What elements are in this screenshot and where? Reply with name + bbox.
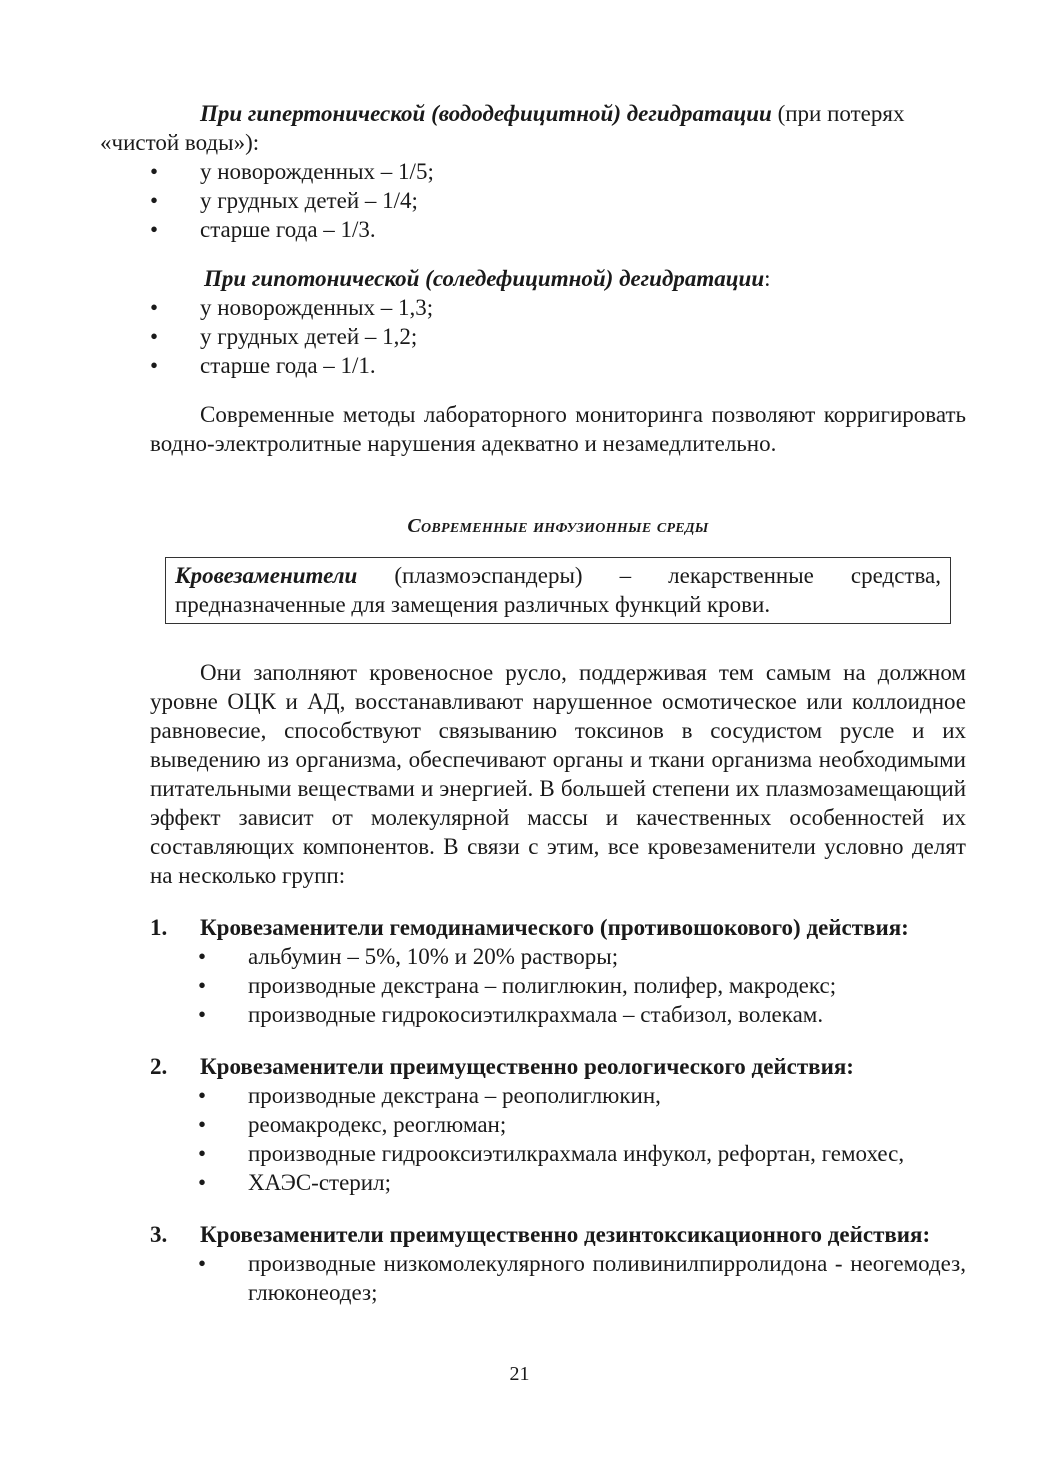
definition-term: Кровезаменители xyxy=(175,563,358,588)
definition-box xyxy=(165,557,951,624)
bullet-icon: • xyxy=(198,973,207,998)
list-item: • у грудных детей – 1,2; xyxy=(150,324,418,349)
group-number: 1. xyxy=(150,915,168,940)
section-hypotonic-rest: : xyxy=(764,266,771,291)
definition-text: (плазмоэспандеры) – лекарственные средства, предназначенные для замещения различных функций крови. xyxy=(175,563,941,617)
bullet-icon: • xyxy=(198,1112,207,1137)
group-heading xyxy=(150,913,966,942)
list-item: • производные гидрокосиэтилкрахмала – стабизол, волекам. xyxy=(198,1002,824,1027)
group-number: 3. xyxy=(150,1222,168,1247)
bullet-icon: • xyxy=(150,353,159,378)
list-item: • производные низкомолекулярного поливинилпирролидона - неогемодез, глюконеодез; xyxy=(198,1251,966,1305)
group-heading xyxy=(150,1220,966,1249)
list-item: • у новорожденных – 1,3; xyxy=(150,295,434,320)
section-hypertonic-intro xyxy=(100,99,966,157)
bullet-icon: • xyxy=(198,944,207,969)
list-item: • производные гидрооксиэтилкрахмала инфукол, рефортан, гемохес, xyxy=(198,1141,905,1166)
group-title: Кровезаменители преимущественно дезинтоксикационного действия: xyxy=(200,1222,931,1247)
group-2 xyxy=(150,1052,966,1197)
section-hypotonic-intro xyxy=(150,264,966,293)
section-hypertonic-title: При гипертонической (вододефицитной) дегидратации xyxy=(200,101,772,126)
group-list xyxy=(150,1081,966,1197)
list-item: • старше года – 1/3. xyxy=(150,217,376,242)
list-item: • производные декстрана – полиглюкин, полифер, макродекс; xyxy=(198,973,837,998)
bullet-icon: • xyxy=(150,159,159,184)
bullet-icon: • xyxy=(150,217,159,242)
list-item: • у новорожденных – 1/5; xyxy=(150,159,434,184)
list-item: • альбумин – 5%, 10% и 20% растворы; xyxy=(198,944,619,969)
list-item: • у грудных детей – 1/4; xyxy=(150,188,418,213)
bullet-icon: • xyxy=(198,1002,207,1027)
paragraph-groups: Они заполняют кровеносное русло, поддерживая тем самым на должном уровне ОЦК и АД, восстанавливают нарушенное осмотическое или коллоидное равновесие, способствуют связыванию токсинов в сосудистом русле и их выведению из организма, обеспечивают органы и ткани организма необходимыми питательными веществами и энергией. В большей степени их плазмозамещающий эффект зависит от молекулярной массы и качественных особенностей их составляющих компонентов. В связи с этим, все кровезаменители условно делят на несколько групп: xyxy=(150,660,966,888)
group-number: 2. xyxy=(150,1054,168,1079)
bullet-icon: • xyxy=(198,1251,207,1276)
page-content xyxy=(100,99,966,1307)
group-list xyxy=(150,942,966,1029)
list-item: • старше года – 1/1. xyxy=(150,353,376,378)
group-title: Кровезаменители гемодинамического (противошокового) действия: xyxy=(200,915,909,940)
bullet-icon: • xyxy=(198,1170,207,1195)
bullet-icon: • xyxy=(198,1141,207,1166)
list-item: • реомакродекс, реоглюман; xyxy=(198,1112,507,1137)
list-item: • производные декстрана – реополиглюкин, xyxy=(198,1083,661,1108)
section-hypertonic-rest: (при потерях xyxy=(771,101,905,126)
hypertonic-list xyxy=(150,157,966,244)
bullet-icon: • xyxy=(150,295,159,320)
page-number: 21 xyxy=(509,1363,530,1385)
bullet-icon: • xyxy=(198,1083,207,1108)
group-list xyxy=(150,1249,966,1307)
list-item: • ХАЭС-стерил; xyxy=(198,1170,391,1195)
group-1 xyxy=(150,913,966,1029)
section-hypotonic-title: При гипотонической (соледефицитной) дегидратации xyxy=(204,266,765,291)
group-title: Кровезаменители преимущественно реологического действия: xyxy=(200,1054,854,1079)
section-hypertonic-rest-2: «чистой воды»): xyxy=(100,130,260,155)
hypotonic-list xyxy=(150,293,966,380)
paragraph-monitoring: Современные методы лабораторного мониторинга позволяют корригировать водно-электролитные нарушения адекватно и незамедлительно. xyxy=(150,402,966,456)
group-heading xyxy=(150,1052,966,1081)
bullet-icon: • xyxy=(150,324,159,349)
bullet-icon: • xyxy=(150,188,159,213)
section-heading: Современные инфузионные среды xyxy=(407,515,709,537)
group-3 xyxy=(150,1220,966,1307)
